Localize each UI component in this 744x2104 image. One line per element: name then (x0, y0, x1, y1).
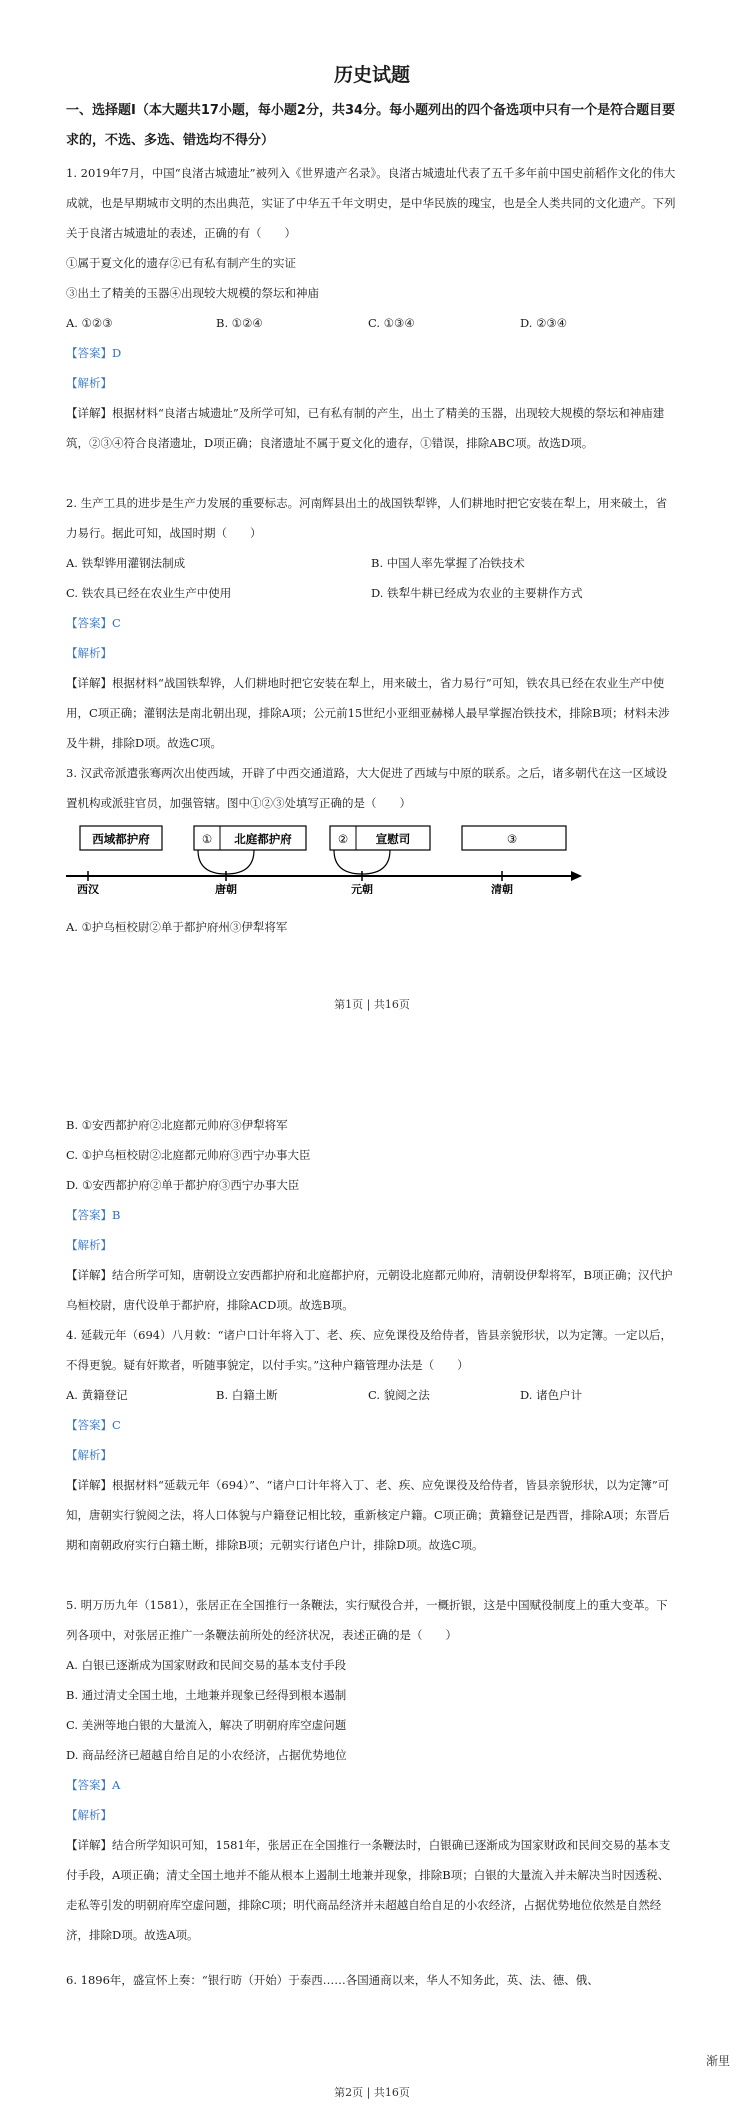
q5-option-b[interactable]: B. 通过清丈全国土地，土地兼并现象已经得到根本遏制 (66, 1688, 347, 1702)
page-2 (0, 1040, 744, 2104)
box-2-number: ② (337, 832, 349, 846)
q3-option-a[interactable]: A. ①护乌桓校尉②单于都护府州③伊犁将军 (66, 920, 288, 934)
page-2-footer: 第2页 | 共16页 (334, 2086, 410, 2099)
q4-option-a[interactable]: A. 黄籍登记 (66, 1388, 128, 1402)
era-tang: 唐朝 (215, 883, 237, 894)
q1-option-c[interactable]: C. ①③④ (368, 316, 415, 330)
q1-option-b[interactable]: B. ①②④ (216, 316, 263, 330)
box-2-label: 宣慰司 (375, 832, 411, 846)
section-heading: 一、选择题Ⅰ（本大题共17小题，每小题2分，共34分。每小题列出的四个备选项中只有一个是符合题目要求的，不选、多选、错选均不得分） (66, 103, 676, 148)
q4-detail: 【详解】根据材料“延载元年（694）”、“诸户口计年将入丁、老、疾、应免课役及给侍者，皆县亲貌形状，以为定簿”可知，唐朝实行貌阅之法，将人口体貌与户籍登记相比较，重新核定户籍。C项正确；黄籍登记是西晋，排除A项；东晋后期和南朝政府实行白籍土断，排除B项；元朝实行诸色户计，排除D项。故选C项。 (66, 1478, 670, 1552)
q5-detail: 【详解】结合所学知识可知，1581年，张居正在全国推行一条鞭法时，白银确已逐渐成为国家财政和民间交易的基本支付手段，A项正确；清丈全国土地并不能从根本上遏制土地兼并现象，排除B项；白银的大量流入并未解决当时因透税、走私等引发的明朝府库空虚问题，排除C项；明代商品经济并未超越自给自足的小农经济，占据优势地位依然是自然经济，排除D项。故选A项。 (66, 1838, 671, 1942)
q3-analysis-label: 【解析】 (66, 1238, 112, 1252)
page-1-footer: 第1页 | 共16页 (334, 998, 410, 1011)
q2-option-a[interactable]: A. 铁犁铧用灌钢法制成 (66, 556, 186, 570)
q5-option-d[interactable]: D. 商品经济已超越自给自足的小农经济，占据优势地位 (66, 1748, 347, 1762)
box-1-label: 北庭都护府 (234, 832, 292, 846)
q2-analysis-label: 【解析】 (66, 646, 112, 660)
q5-answer: 【答案】A (66, 1778, 121, 1792)
q1-statement-2: ③出土了精美的玉器④出现较大规模的祭坛和神庙 (66, 286, 319, 300)
timeline-arrowhead (571, 871, 582, 881)
q4-option-c[interactable]: C. 貌阅之法 (368, 1388, 430, 1402)
q4-options (66, 1380, 678, 1410)
q5-stem: 5. 明万历九年（1581），张居正在全国推行一条鞭法，实行赋役合并，一概折银，这是中国赋役制度上的重大变革。下列各项中，对张居正推广一条鞭法前所处的经济状况，表述正确的是（ ） (66, 1598, 668, 1642)
page-1 (0, 0, 744, 1040)
q3-option-b[interactable]: B. ①安西都护府②北庭都元帅府③伊犁将军 (66, 1118, 288, 1132)
q1-option-d[interactable]: D. ②③④ (520, 316, 568, 330)
q2-stem: 2. 生产工具的进步是生产力发展的重要标志。河南辉县出土的战国铁犁铧，人们耕地时把它安装在犁上，用来破土，省力易行。据此可知，战国时期（ ） (66, 496, 668, 540)
q2-options-row1 (66, 548, 678, 578)
q2-option-b[interactable]: B. 中国人率先掌握了冶铁技术 (371, 556, 525, 570)
q4-stem: 4. 延载元年（694）八月敕：“诸户口计年将入丁、老、疾、应免课役及给侍者，皆县亲貌形状，以为定簿。一定以后，不得更貌。疑有奸欺者，听随事貌定，以付手实。”这种户籍管理办法是（ ） (66, 1328, 672, 1372)
q4-option-d[interactable]: D. 诸色户计 (520, 1388, 583, 1402)
q5-option-a[interactable]: A. 白银已逐渐成为国家财政和民间交易的基本支付手段 (66, 1658, 347, 1672)
q4-option-b[interactable]: B. 白籍土断 (216, 1388, 278, 1402)
q1-analysis-label: 【解析】 (66, 376, 112, 390)
q1-statement-1: ①属于夏文化的遗存②已有私有制产生的实证 (66, 256, 296, 270)
q2-option-d[interactable]: D. 铁犁牛耕已经成为农业的主要耕作方式 (371, 586, 583, 600)
q3-stem: 3. 汉武帝派遣张骞两次出使西域，开辟了中西交通道路，大大促进了西域与中原的联系。之后，诸多朝代在这一区域设置机构或派驻官员，加强管辖。图中①②③处填写正确的是（ ） (66, 766, 668, 810)
q2-answer: 【答案】C (66, 616, 121, 630)
q1-option-a[interactable]: A. ①②③ (66, 316, 113, 330)
box-1-number: ① (201, 832, 213, 846)
page-title: 历史试题 (333, 64, 410, 86)
box-3-number: ③ (506, 832, 518, 846)
bracket-yuan (334, 850, 390, 874)
q5-analysis-label: 【解析】 (66, 1808, 112, 1822)
q3-answer: 【答案】B (66, 1208, 121, 1222)
q1-answer: 【答案】D (66, 346, 122, 360)
q3-option-d[interactable]: D. ①安西都护府②单于都护府③西宁办事大臣 (66, 1178, 300, 1192)
q3-option-c[interactable]: C. ①护乌桓校尉②北庭都元帅府③西宁办事大臣 (66, 1148, 311, 1162)
q3-timeline-diagram (66, 822, 586, 894)
era-xihan: 西汉 (77, 883, 99, 894)
q5-option-c[interactable]: C. 美洲等地白银的大量流入，解决了明朝府库空虚问题 (66, 1718, 347, 1732)
q1-options (66, 308, 678, 338)
bracket-tang (198, 850, 254, 874)
q1-detail: 【详解】根据材料“良渚古城遗址”及所学可知，已有私有制的产生，出土了精美的玉器，出现较大规模的祭坛和神庙建筑，②③④符合良渚遗址，D项正确；良渚遗址不属于夏文化的遗存，①错误，排除ABC项。故选D项。 (66, 406, 665, 450)
box-xiyu-label: 西域都护府 (92, 832, 150, 846)
q2-detail: 【详解】根据材料“战国铁犁铧，人们耕地时把它安装在犁上，用来破土，省力易行”可知，铁农具已经在农业生产中使用，C项正确；灌钢法是南北朝出现，排除A项；公元前15世纪小亚细亚赫梯人最早掌握冶铁技术，排除B项；材料未涉及牛耕，排除D项。故选C项。 (66, 676, 670, 750)
q2-option-c[interactable]: C. 铁农具已经在农业生产中使用 (66, 586, 232, 600)
q3-detail: 【详解】结合所学可知，唐朝设立安西都护府和北庭都护府，元朝设北庭都元帅府，清朝设伊犁将军，B项正确；汉代护乌桓校尉，唐代设单于都护府，排除ACD项。故选B项。 (66, 1268, 673, 1312)
q4-answer: 【答案】C (66, 1418, 121, 1432)
q6-stem: 6. 1896年，盛宣怀上奏：“银行昉（开始）于泰西……各国通商以来，华人不知务此，英、法、德、俄、 (66, 1973, 599, 1987)
era-yuan: 元朝 (351, 883, 373, 894)
corner-mark: 渐里 (705, 2054, 730, 2068)
q1-stem: 1. 2019年7月，中国“良渚古城遗址”被列入《世界遗产名录》。良渚古城遗址代表了五千多年前中国史前稻作文化的伟大成就，也是早期城市文明的杰出典范，实证了中华五千年文明史，是中华民族的瑰宝，也是全人类共同的文化遗产。下列关于良渚古城遗址的表述，正确的有（ ） (66, 166, 676, 240)
q4-analysis-label: 【解析】 (66, 1448, 112, 1462)
q2-options-row2 (66, 578, 678, 608)
era-qing: 清朝 (491, 883, 513, 894)
